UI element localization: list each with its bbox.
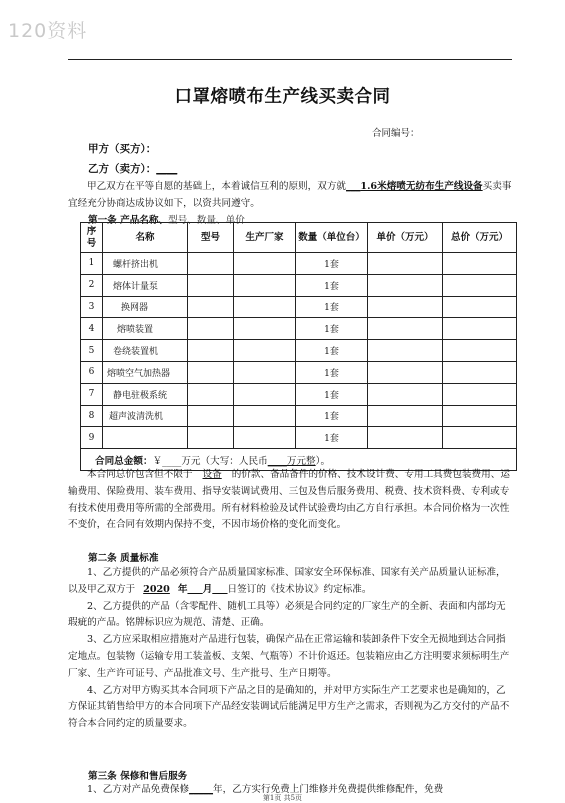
row-model — [188, 340, 234, 362]
row-unit-price — [368, 318, 443, 340]
row-no: 7 — [81, 383, 103, 405]
row-manufacturer — [234, 361, 296, 383]
table-row — [81, 361, 517, 383]
row-manufacturer — [234, 427, 296, 449]
row-unit-price — [368, 296, 443, 318]
table-row — [81, 318, 517, 340]
quality-clause-1 — [68, 565, 514, 599]
row-no: 2 — [81, 274, 103, 296]
quality-clause-2: 2、乙方提供的产品（含零配件、随机工具等）必须是合同约定的厂家生产的全新、表面和内部均无瑕疵的产品。铭牌标识应为规范、清楚、正确。 — [68, 600, 506, 629]
table-header-row — [81, 223, 517, 253]
section-1-subtitle: 型号、数量、单价 — [168, 215, 245, 226]
row-no: 3 — [81, 296, 103, 318]
row-total — [443, 253, 517, 275]
row-model — [188, 405, 234, 427]
header-model: 型号 — [188, 223, 234, 253]
intro-subject: 1.6米熔喷无纺布生产线设备 — [360, 181, 483, 192]
row-no: 1 — [81, 253, 103, 275]
section-1-title: 第一条 产品名称、 — [88, 215, 169, 226]
row-qty: 1套 — [296, 274, 368, 296]
row-qty: 1套 — [296, 253, 368, 275]
total-amount: ￥____万元（大写：人民币 — [152, 455, 268, 467]
party-b-label: 乙方（卖方）： — [88, 163, 157, 175]
party-a-label: 甲方（买方）： — [88, 143, 157, 155]
row-model — [188, 274, 234, 296]
row-qty: 1套 — [296, 405, 368, 427]
total-amount-words: ____万元整 — [267, 455, 316, 467]
intro-blank: ___ — [346, 181, 361, 192]
row-total — [443, 405, 517, 427]
row-name: 超声波清洗机 — [103, 405, 188, 427]
row-qty: 1套 — [296, 340, 368, 362]
row-model — [188, 383, 234, 405]
price-paragraph — [68, 467, 514, 534]
row-total — [443, 274, 517, 296]
total-label: 合同总金额： — [95, 455, 153, 467]
clause-1-year-unit: 年 — [177, 583, 188, 595]
clause-1-day-blank — [212, 584, 227, 595]
quality-clause-3: 3、乙方应采取相应措施对产品进行包装，确保产品在正常运输和装卸条件下安全无损地到达合同指定地点。包装物（运输专用工装盖板、支架、气瓶等）不计价返还。包装箱应由乙方注明要求须标明生产厂家、生产许可证号、产品批准文号、生产批号、生产日期等。 — [68, 634, 510, 679]
product-table — [80, 222, 517, 471]
table-row — [81, 340, 517, 362]
warranty-text: 1、乙方对产品免费保修 — [87, 784, 190, 795]
row-unit-price — [368, 340, 443, 362]
table-row — [81, 274, 517, 296]
clause-1-year: 2020 — [143, 583, 170, 595]
row-manufacturer — [234, 340, 296, 362]
total-amount-end: ）。 — [315, 455, 331, 467]
row-unit-price — [368, 427, 443, 449]
row-qty: 1套 — [296, 318, 368, 340]
row-no: 4 — [81, 318, 103, 340]
row-model — [188, 361, 234, 383]
price-underlined: 设备 — [202, 469, 222, 480]
warranty-blank: _____ — [189, 784, 214, 795]
row-unit-price — [368, 361, 443, 383]
table-row — [81, 296, 517, 318]
row-total — [443, 296, 517, 318]
row-name: 静电驻极系统 — [103, 383, 188, 405]
row-name — [103, 427, 188, 449]
row-qty: 1套 — [296, 383, 368, 405]
row-unit-price — [368, 253, 443, 275]
quality-clause-4: 4、乙方对甲方购买其本合同项下产品之目的是确知的，并对甲方实际生产工艺要求也是确知的，乙方保证其销售给甲方的本合同项下产品经安装调试后能满足甲方生产之需求，否则视为乙方交付的产品不符合本合同约定的质量要求。 — [68, 684, 510, 730]
table-row — [81, 405, 517, 427]
section-3-heading — [88, 768, 187, 782]
row-unit-price — [368, 383, 443, 405]
row-unit-price — [368, 274, 443, 296]
row-total — [443, 383, 517, 405]
row-total — [443, 361, 517, 383]
row-qty: 1套 — [296, 361, 368, 383]
table-row — [81, 383, 517, 405]
row-name: 卷绕装置机 — [103, 340, 188, 362]
row-manufacturer — [234, 405, 296, 427]
row-qty: 1套 — [296, 296, 368, 318]
row-no: 5 — [81, 340, 103, 362]
header-unit-price: 单价（万元） — [368, 223, 443, 253]
table-row — [81, 253, 517, 275]
row-model — [188, 318, 234, 340]
page-footer: 第1页 共5页 — [262, 794, 303, 802]
row-total — [443, 340, 517, 362]
row-qty: 1套 — [296, 427, 368, 449]
quality-clauses — [68, 565, 514, 733]
header-no: 序号 — [81, 223, 103, 253]
row-manufacturer — [234, 318, 296, 340]
row-manufacturer — [234, 296, 296, 318]
clause-1-end: 日签订的《技术协议》约定标准。 — [227, 583, 372, 595]
contract-number-label: 合同编号： — [372, 128, 420, 139]
row-name: 螺杆挤出机 — [103, 253, 188, 275]
section-2-title: 第二条 质量标准 — [88, 553, 159, 564]
intro-text-end: 买卖事宜经充分协商达成协议如下，以资共同遵守。 — [68, 181, 512, 209]
warranty-text-end: 年，乙方实行免费上门维修并免费提供维修配件，免费 — [213, 784, 444, 795]
row-no: 6 — [81, 361, 103, 383]
intro-text: 甲乙双方在平等自愿的基础上，本着诚信互利的原则，双方就 — [87, 181, 347, 192]
section-2-heading — [88, 550, 159, 564]
row-name: 熔体计量泵 — [103, 274, 188, 296]
header-total-price: 总价（万元） — [443, 223, 517, 253]
row-model — [188, 296, 234, 318]
row-no: 9 — [81, 427, 103, 449]
clause-1-month-blank — [187, 584, 202, 595]
document-title: 口罩熔喷布生产线买卖合同 — [174, 87, 391, 107]
row-name: 熔喷空气加热器 — [103, 361, 188, 383]
table-row — [81, 427, 517, 449]
header-manufacturer: 生产厂家 — [234, 223, 296, 253]
row-name: 熔喷装置 — [103, 318, 188, 340]
clause-1-text: 1、乙方提供的产品必须符合产品质量国家标准、国家安全环保标准、国家有关产品质量认证标准，以及甲乙双方于 — [68, 567, 506, 595]
section-3-title: 第三条 保修和售后服务 — [88, 771, 188, 782]
row-total — [443, 318, 517, 340]
party-b-blank: ____ — [156, 163, 178, 175]
row-manufacturer — [234, 253, 296, 275]
row-model — [188, 427, 234, 449]
header-rule — [68, 59, 512, 60]
row-model — [188, 253, 234, 275]
price-text-end: 的价款、备品备件的价格、技术设计费、专用工具费包装费用、运输费用、保险费用、装车费用、指导安装调试费用、三包及售后服务费用、税费、技术资料费、专利或专有技术使用费用等所需的全部费用。所有材料检验及试件试验费均由乙方自行承担。本合同价格为一次性不变价，在合同有效期内保持不变，不因市场价格的变化而变化。 — [68, 469, 510, 531]
watermark: 120资料 — [8, 20, 88, 42]
row-no: 8 — [81, 405, 103, 427]
row-unit-price — [368, 405, 443, 427]
row-manufacturer — [234, 274, 296, 296]
price-text: 本合同总价包含但不限于 — [87, 469, 193, 480]
party-b-line — [88, 161, 177, 176]
header-name: 名称 — [103, 223, 188, 253]
clause-1-month-unit: 月 — [202, 583, 213, 595]
row-total — [443, 427, 517, 449]
intro-paragraph — [68, 179, 514, 213]
header-quantity: 数量（单位台） — [296, 223, 368, 253]
row-manufacturer — [234, 383, 296, 405]
row-name: 换网器 — [103, 296, 188, 318]
